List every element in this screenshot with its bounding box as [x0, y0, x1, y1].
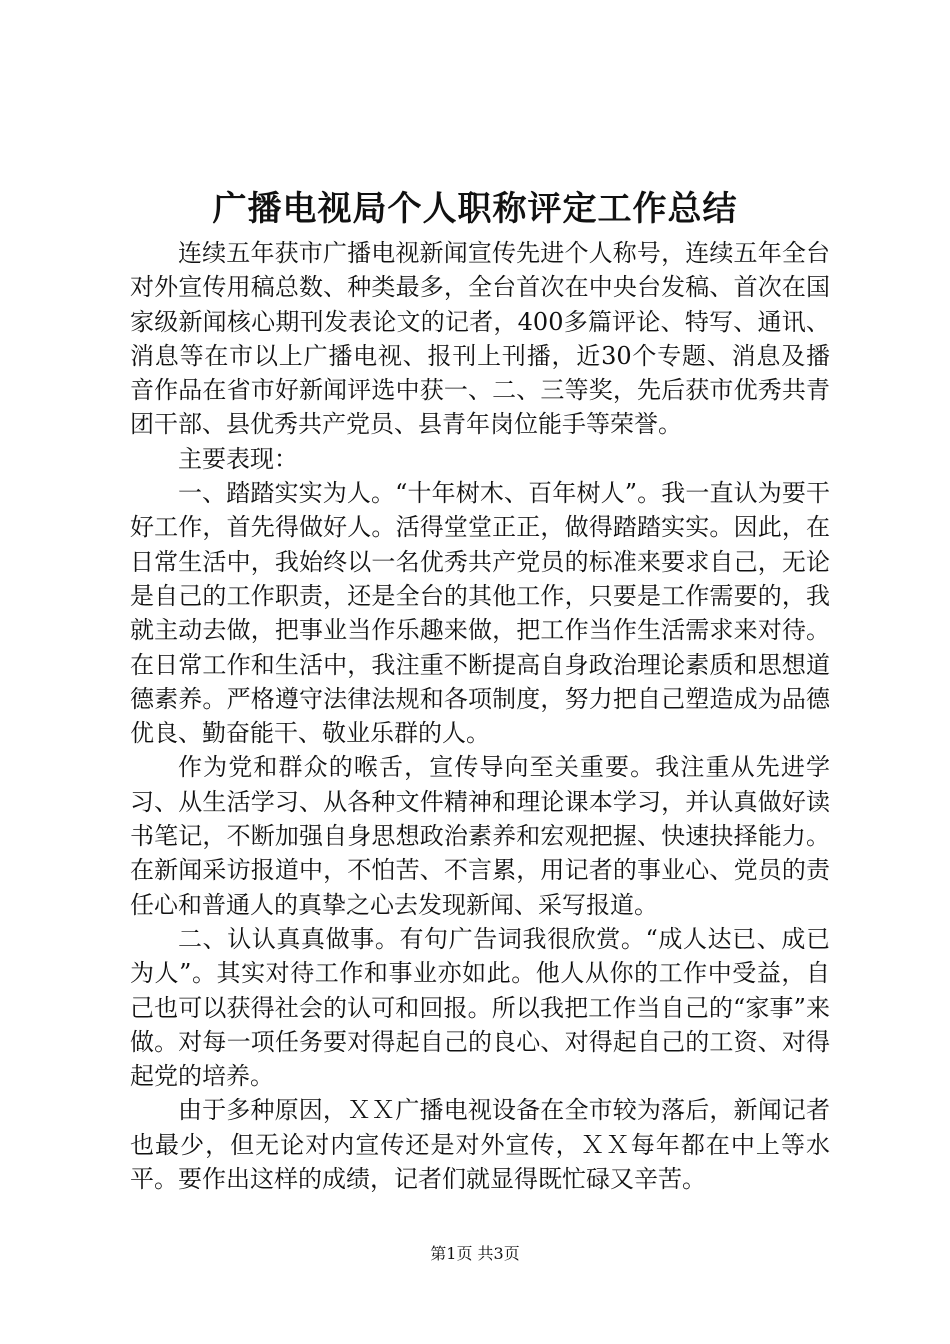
paragraph-honors: 连续五年获市广播电视新闻宣传先进个人称号，连续五年全台对外宣传用稿总数、种类最多，全台首次在中央台发稿、首次在国家级新闻核心期刊发表论文的记者，400多篇评论、特写、通讯、消息等在市以上广播电视、报刊上刊播，近30个专题、消息及播音作品在省市好新闻评选中获一、二、三等奖，先后获市优秀共青团干部、县优秀共产党员、县青年岗位能手等荣誉。 — [130, 239, 830, 439]
paragraph-main-performance-heading: 主要表现： — [178, 444, 298, 473]
document-title: 广播电视局个人职称评定工作总结 — [212, 189, 738, 229]
page-footer: 第1页 共3页 — [430, 1244, 520, 1263]
document-body — [130, 236, 830, 1196]
paragraph-propaganda: 作为党和群众的喉舌，宣传导向至关重要。我注重从先进学习、从生活学习、从各种文件精神和理论课本学习，并认真做好读书笔记，不断加强自身思想政治素养和宏观把握、快速抉择能力。在新闻采访报道中，不怕苦、不言累，用记者的事业心、党员的责任心和普通人的真挚之心去发现新闻、采写报道。 — [130, 753, 830, 919]
paragraph-equipment: 由于多种原因，ＸＸ广播电视设备在全市较为落后，新闻记者也最少，但无论对内宣传还是对外宣传，ＸＸ每年都在中上等水平。要作出这样的成绩，记者们就显得既忙碌又辛苦。 — [130, 1096, 830, 1194]
paragraph-section-two: 二、认认真真做事。有句广告词我很欣赏。“成人达已、成已为人”。其实对待工作和事业亦如此。他人从你的工作中受益，自己也可以获得社会的认可和回报。所以我把工作当自己的“家事”来做。对每一项任务要对得起自己的良心、对得起自己的工资、对得起党的培养。 — [130, 924, 830, 1091]
paragraph-section-one: 一、踏踏实实为人。“十年树木、百年树人”。我一直认为要干好工作，首先得做好人。活得堂堂正正，做得踏踏实实。因此，在日常生活中，我始终以一名优秀共产党员的标准来要求自己，无论是自己的工作职责，还是全台的其他工作，只要是工作需要的，我就主动去做，把事业当作乐趣来做，把工作当作生活需求来对待。在日常工作和生活中，我注重不断提高自身政治理论素质和思想道德素养。严格遵守法律法规和各项制度，努力把自己塑造成为品德优良、勤奋能干、敬业乐群的人。 — [130, 479, 830, 748]
